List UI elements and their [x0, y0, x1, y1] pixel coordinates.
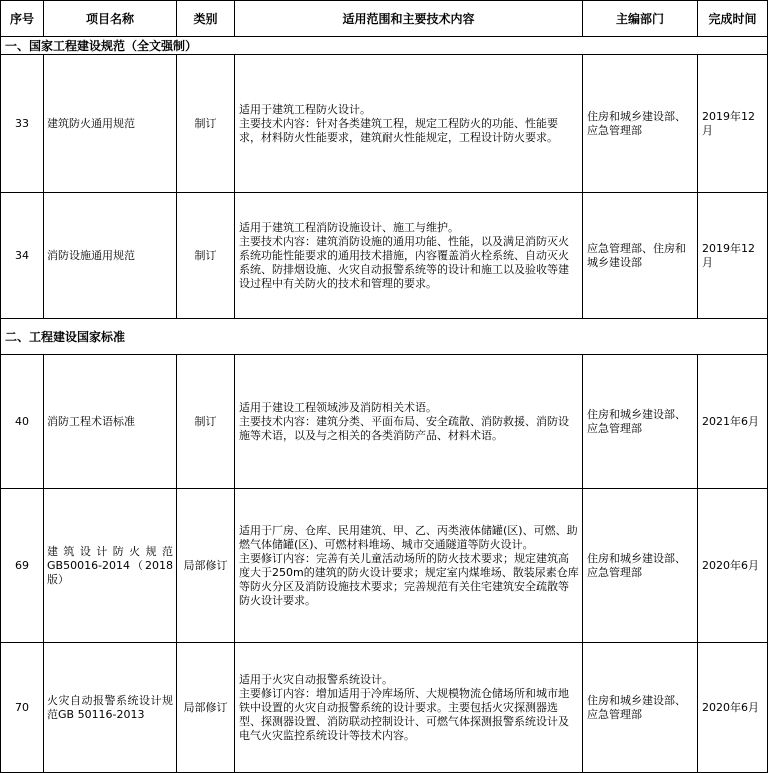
- row-no: 40: [1, 355, 44, 489]
- header-type: 类别: [177, 1, 235, 37]
- table-row: [1, 193, 768, 319]
- row-name: 建筑防火通用规范: [44, 55, 177, 193]
- row-type: 制订: [177, 355, 235, 489]
- row-date: 2019年12月: [698, 193, 768, 319]
- row-no: 69: [1, 489, 44, 643]
- row-type: 制订: [177, 193, 235, 319]
- row-scope: 适用于建设工程领域涉及消防相关术语。 主要技术内容：建筑分类、平面布局、安全疏散、消防救援、消防设施等术语，以及与之相关的各类消防产品、材料术语。: [235, 355, 583, 489]
- row-no: 70: [1, 643, 44, 773]
- row-dept: 应急管理部、住房和城乡建设部: [583, 193, 698, 319]
- header-row: [1, 1, 768, 37]
- row-scope: 适用于建筑工程消防设施设计、施工与维护。 主要技术内容：建筑消防设施的通用功能、性能，以及满足消防灭火系统功能性能要求的通用技术措施，内容覆盖消火栓系统、自动灭火系统、防排烟设施、火灾自动报警系统等的设计和施工以及验收等建设过程中有关防火的技术和管理的要求。: [235, 193, 583, 319]
- row-scope: 适用于火灾自动报警系统设计。 主要修订内容：增加适用于冷库场所、大规模物流仓储场所和城市地铁中设置的火灾自动报警系统的设计要求。主要包括火灾探测器选型、探测器设置、消防联动控制设计、可燃气体探测报警系统设计及电气火灾监控系统设计等技术内容。: [235, 643, 583, 773]
- row-name: 建筑设计防火规范GB50016-2014（2018版）: [44, 489, 177, 643]
- header-no: 序号: [1, 1, 44, 37]
- section-row: [1, 319, 768, 355]
- row-date: 2021年6月: [698, 355, 768, 489]
- row-scope: 适用于厂房、仓库、民用建筑、甲、乙、丙类液体储罐(区)、可燃、助燃气体储罐(区)、可燃材料堆场、城市交通隧道等防火设计。 主要修订内容：完善有关儿童活动场所的防火技术要求；规定建筑高度大于250m的建筑的防火设计要求；规定室内煤堆场、散装尿素仓库等防火分区及消防设施技术要求；完善规范有关住宅建筑安全疏散等防火设计要求。: [235, 489, 583, 643]
- row-dept: 住房和城乡建设部、应急管理部: [583, 55, 698, 193]
- header-date: 完成时间: [698, 1, 768, 37]
- row-no: 34: [1, 193, 44, 319]
- row-date: 2019年12月: [698, 55, 768, 193]
- row-type: 制订: [177, 55, 235, 193]
- table-row: [1, 55, 768, 193]
- section-title: 二、工程建设国家标准: [1, 319, 768, 355]
- row-type: 局部修订: [177, 643, 235, 773]
- header-scope: 适用范围和主要技术内容: [235, 1, 583, 37]
- table-row: [1, 643, 768, 773]
- row-dept: 住房和城乡建设部、应急管理部: [583, 489, 698, 643]
- row-date: 2020年6月: [698, 643, 768, 773]
- table-row: [1, 489, 768, 643]
- row-no: 33: [1, 55, 44, 193]
- row-name: 消防设施通用规范: [44, 193, 177, 319]
- table-row: [1, 355, 768, 489]
- header-dept: 主编部门: [583, 1, 698, 37]
- row-name: 消防工程术语标准: [44, 355, 177, 489]
- header-name: 项目名称: [44, 1, 177, 37]
- row-type: 局部修订: [177, 489, 235, 643]
- section-title: 一、国家工程建设规范（全文强制）: [1, 37, 768, 55]
- row-dept: 住房和城乡建设部、应急管理部: [583, 355, 698, 489]
- row-name: 火灾自动报警系统设计规范GB 50116-2013: [44, 643, 177, 773]
- row-dept: 住房和城乡建设部、应急管理部: [583, 643, 698, 773]
- section-row: [1, 37, 768, 55]
- row-scope: 适用于建筑工程防火设计。 主要技术内容：针对各类建筑工程，规定工程防火的功能、性能要求，材料防火性能要求，建筑耐火性能规定，工程设计防火要求。: [235, 55, 583, 193]
- row-date: 2020年6月: [698, 489, 768, 643]
